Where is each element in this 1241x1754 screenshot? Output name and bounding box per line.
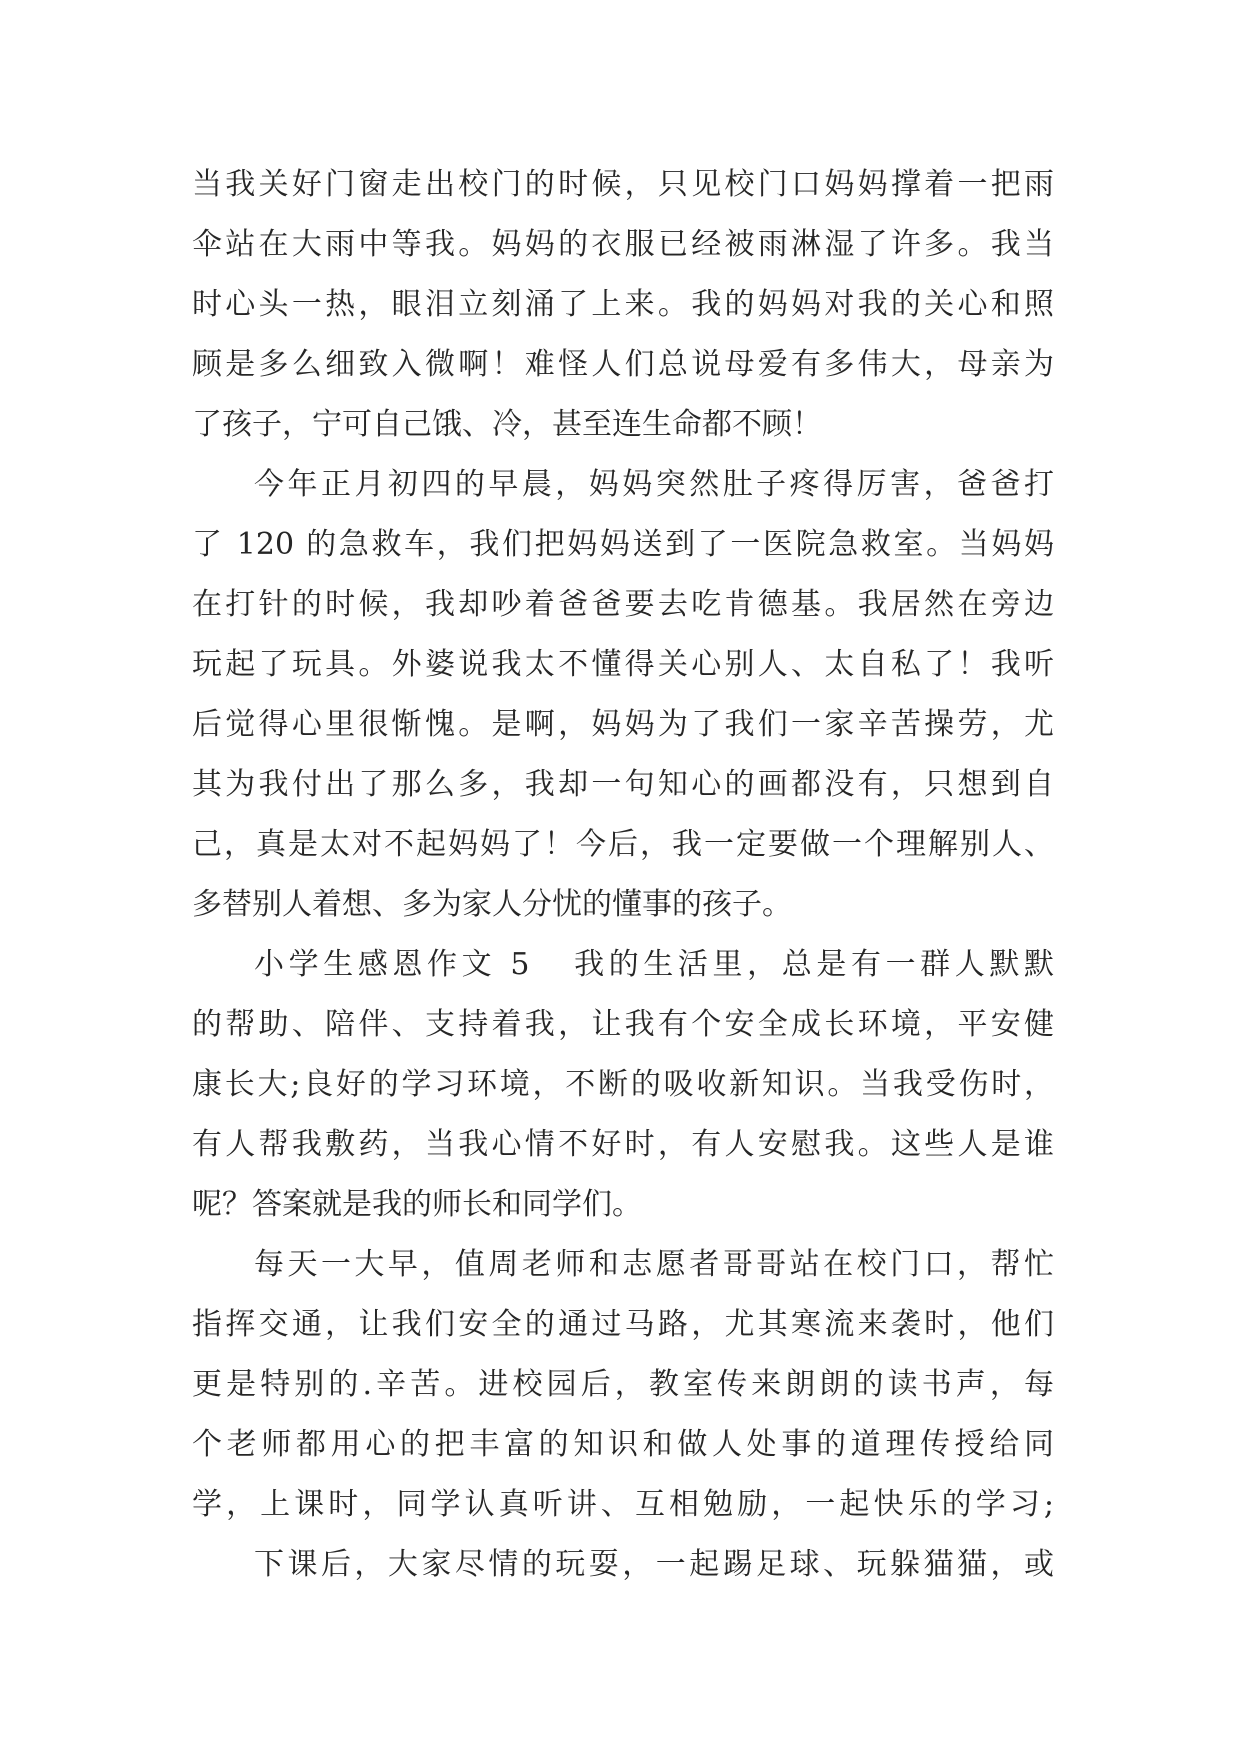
text-line: 指挥交通，让我们安全的通过马路，尤其寒流来袭时，他们 bbox=[192, 1307, 1054, 1342]
text-line: 每天一大早，值周老师和志愿者哥哥站在校门口，帮忙 bbox=[254, 1247, 1054, 1282]
text-line: 当我关好门窗走出校门的时候，只见校门口妈妈撑着一把雨 bbox=[192, 167, 1054, 202]
paragraph-4 bbox=[192, 1235, 1054, 1535]
paragraph-5 bbox=[192, 1535, 1054, 1595]
text-line: 个老师都用心的把丰富的知识和做人处事的道理传授给同 bbox=[192, 1427, 1054, 1462]
text-line: 康长大;良好的学习环境，不断的吸收新知识。当我受伤时， bbox=[192, 1067, 1054, 1102]
text-line: 了 120 的急救车，我们把妈妈送到了一医院急救室。当妈妈 bbox=[192, 527, 1054, 562]
text-line: 伞站在大雨中等我。妈妈的衣服已经被雨淋湿了许多。我当 bbox=[192, 227, 1054, 262]
text-line bbox=[192, 935, 1054, 995]
paragraph-3 bbox=[192, 935, 1054, 1235]
text-line: 己，真是太对不起妈妈了！今后，我一定要做一个理解别人、 bbox=[192, 827, 1054, 862]
text-line: 的帮助、陪伴、支持着我，让我有个安全成长环境，平安健 bbox=[192, 1007, 1054, 1042]
text-line: 顾是多么细致入微啊！难怪人们总说母爱有多伟大，母亲为 bbox=[192, 347, 1054, 382]
text-line: 在打针的时候，我却吵着爸爸要去吃肯德基。我居然在旁边 bbox=[192, 587, 1054, 622]
text-line: 时心头一热，眼泪立刻涌了上来。我的妈妈对我的关心和照 bbox=[192, 287, 1054, 322]
section-heading: 小学生感恩作文 5 bbox=[254, 947, 530, 982]
text-line: 玩起了玩具。外婆说我太不懂得关心别人、太自私了！我听 bbox=[192, 647, 1054, 682]
text-line-content: 我的生活里，总是有一群人默默 bbox=[569, 947, 1055, 982]
text-line: 今年正月初四的早晨，妈妈突然肚子疼得厉害，爸爸打 bbox=[254, 467, 1054, 502]
text-line: 更是特别的.辛苦。进校园后，教室传来朗朗的读书声，每 bbox=[192, 1367, 1054, 1402]
essay-body bbox=[192, 155, 1054, 1595]
text-line: 多替别人着想、多为家人分忧的懂事的孩子。 bbox=[192, 887, 792, 922]
text-line: 了孩子，宁可自己饿、冷，甚至连生命都不顾！ bbox=[192, 407, 822, 442]
text-line: 呢？答案就是我的师长和同学们。 bbox=[192, 1187, 642, 1222]
text-line: 有人帮我敷药，当我心情不好时，有人安慰我。这些人是谁 bbox=[192, 1127, 1054, 1162]
paragraph-1 bbox=[192, 155, 1054, 455]
text-line: 下课后，大家尽情的玩耍，一起踢足球、玩躲猫猫，或 bbox=[254, 1547, 1054, 1582]
text-line: 其为我付出了那么多，我却一句知心的画都没有，只想到自 bbox=[192, 767, 1054, 802]
text-line: 学，上课时，同学认真听讲、互相勉励，一起快乐的学习; bbox=[192, 1487, 1054, 1522]
text-line: 后觉得心里很惭愧。是啊，妈妈为了我们一家辛苦操劳，尤 bbox=[192, 707, 1054, 742]
paragraph-2 bbox=[192, 455, 1054, 935]
